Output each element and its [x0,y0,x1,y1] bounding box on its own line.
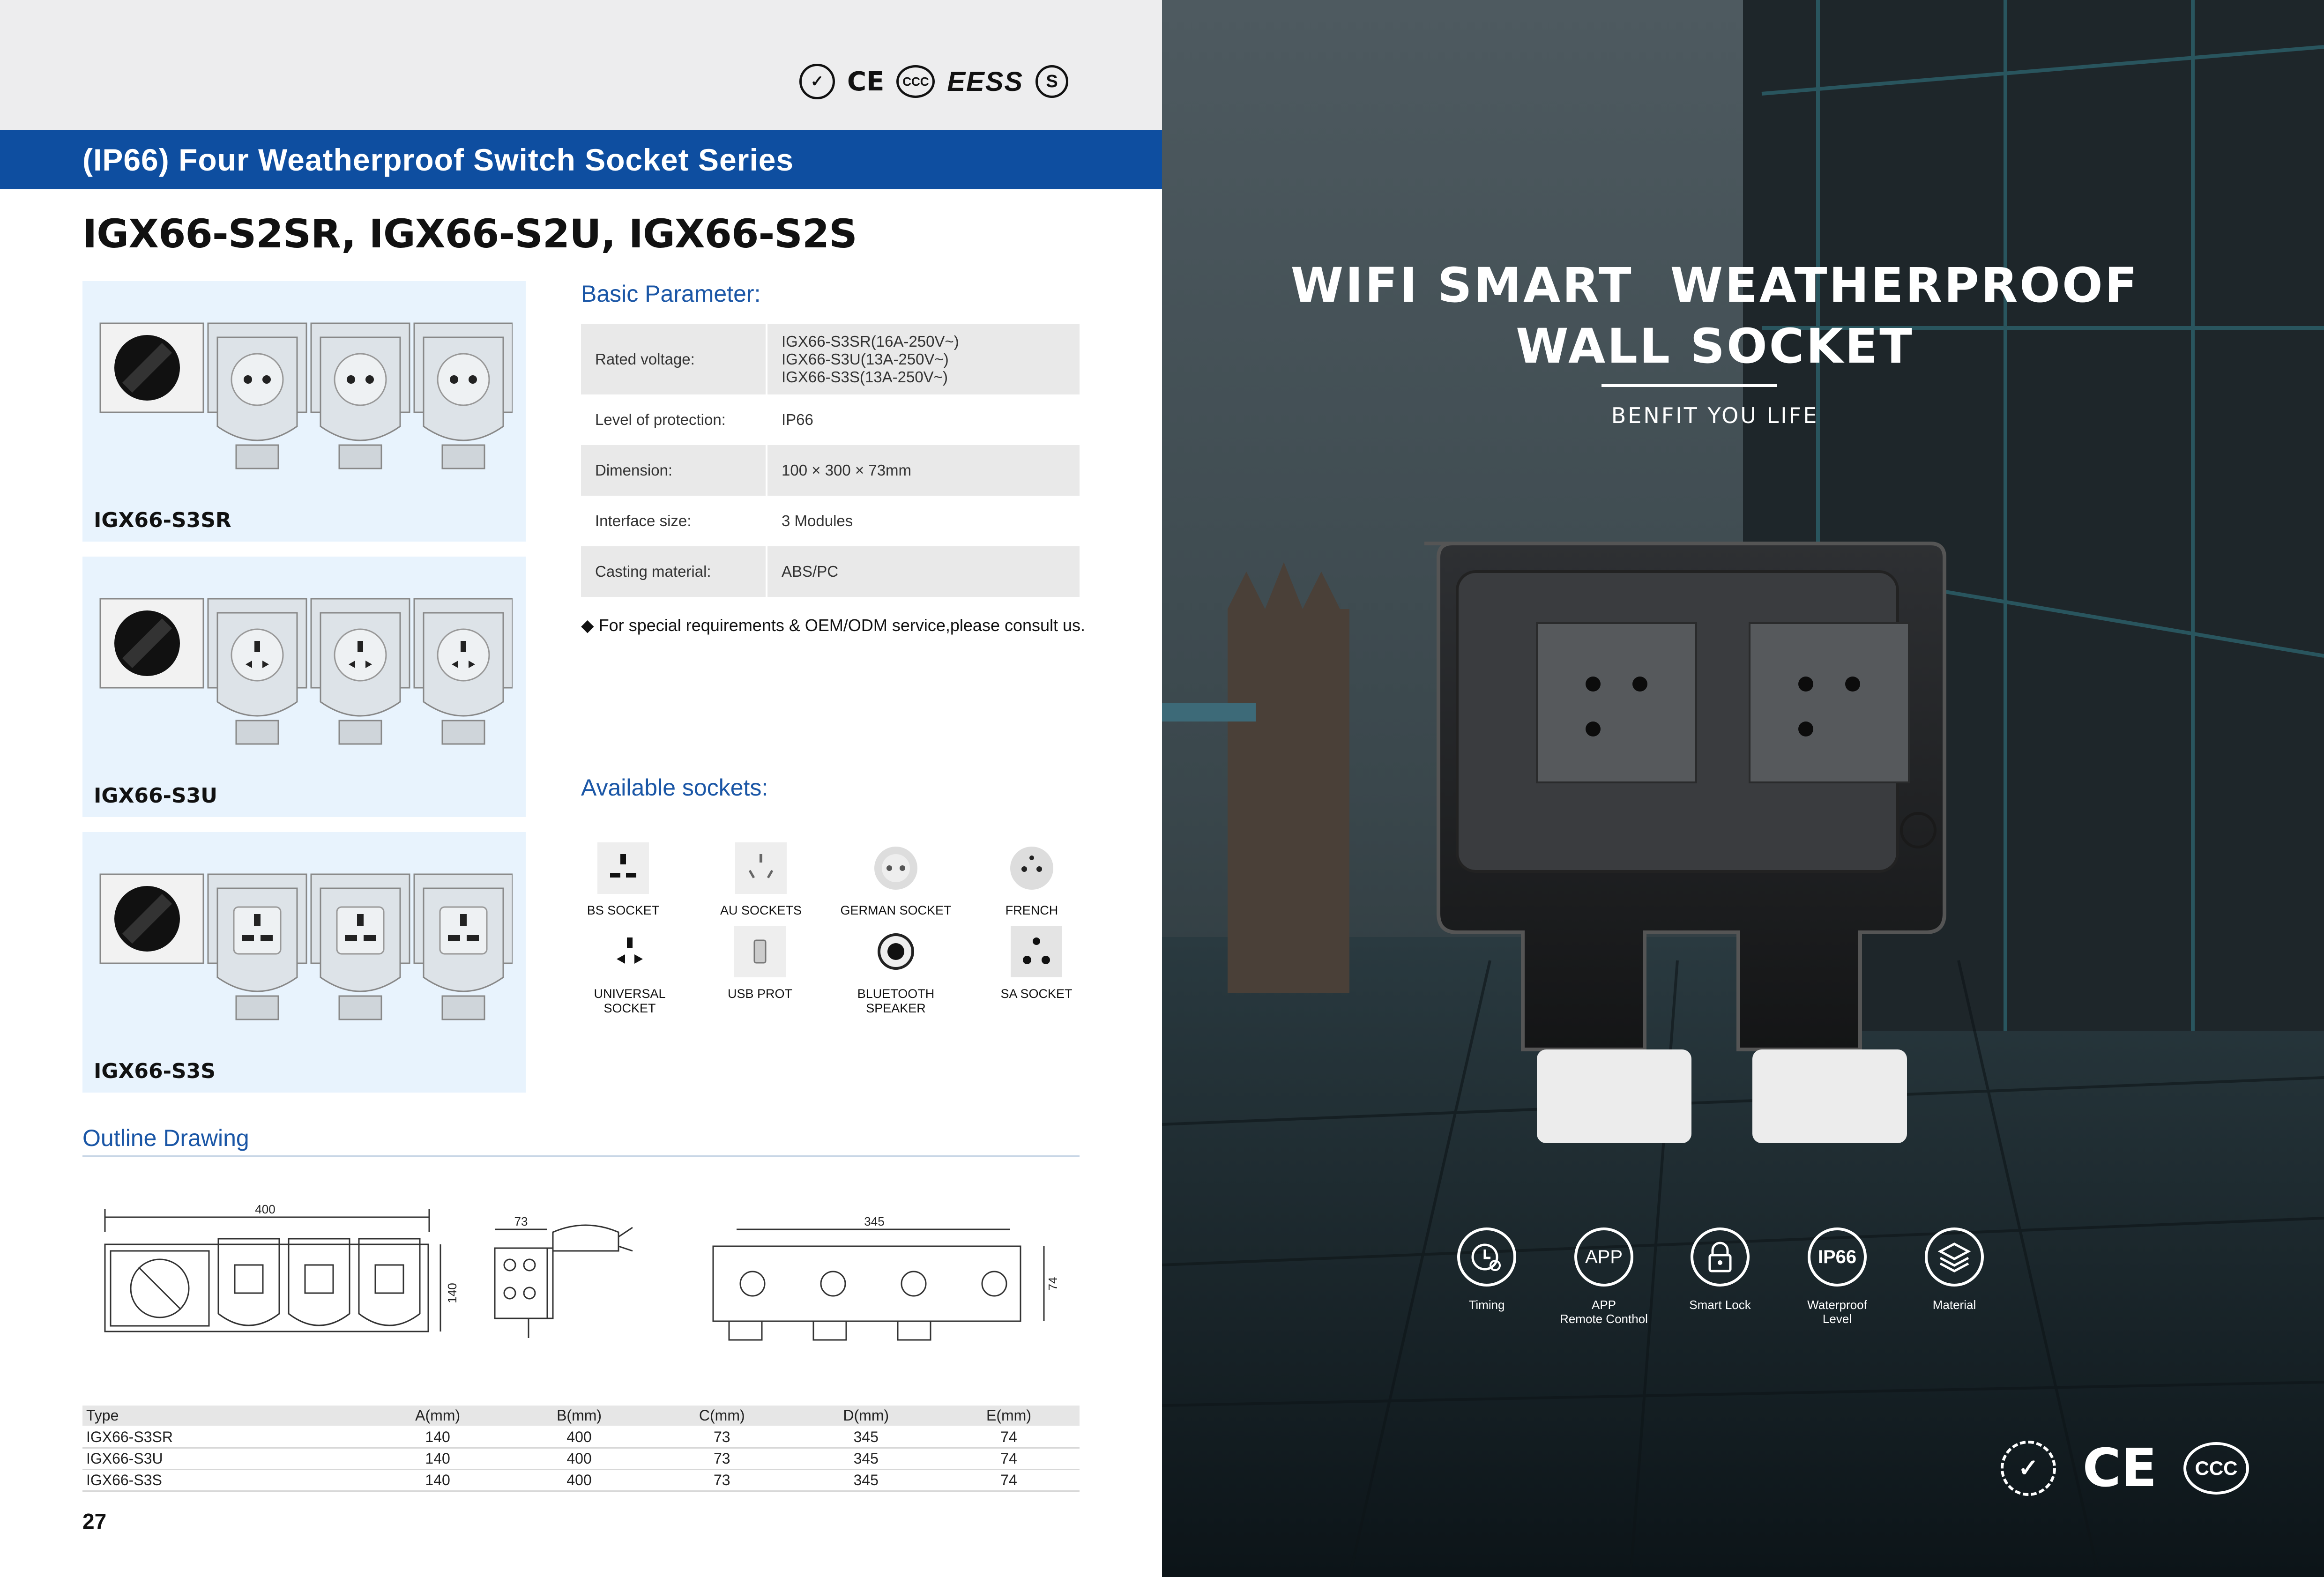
table-cell: 73 [650,1469,794,1491]
usb-port-icon [734,926,786,977]
au-socket-icon [735,842,787,894]
socket-au [705,842,817,918]
product-card-s3sr [82,281,526,542]
feature-badge: IP66 [1817,1247,1857,1267]
param-value: IGX66-S3SR(16A-250V~) IGX66-S3U(13A-250V~) IGX66-S3S(13A-250V~) [767,324,1080,394]
front-height-dim: 140 [445,1283,459,1303]
column-header: B(mm) [508,1406,650,1426]
table-cell: 345 [794,1469,939,1491]
socket-bluetooth-speaker [840,926,952,1016]
column-header: Type [82,1406,367,1426]
eess-mark-icon: EESS [947,66,1024,97]
table-cell: 140 [367,1426,508,1448]
quality-mark-icon: ✓ [2001,1441,2056,1496]
param-value: 3 Modules [782,512,853,529]
param-key: Interface size: [581,496,767,546]
socket-label: UNIVERSAL SOCKET [594,987,666,1015]
table-cell: 400 [508,1426,650,1448]
available-sockets-title: Available sockets: [581,774,768,801]
socket-label: GERMAN SOCKET [840,903,952,917]
hero-panel [1162,0,2324,1577]
param-key: Dimension: [581,445,767,496]
socket-universal [574,926,686,1016]
quality-mark-icon: ✓ [799,64,835,99]
table-cell: IGX66-S3U [82,1448,367,1469]
sa-socket-icon [1011,926,1062,977]
table-cell: 140 [367,1469,508,1491]
dimension-table [82,1406,1080,1492]
feature-label: Timing [1468,1298,1505,1312]
socket-label: BS SOCKET [587,903,660,917]
hero-divider [1601,384,1777,387]
product-card-s3s [82,832,526,1093]
layers-icon [1925,1227,1984,1287]
s-mark-icon: S [1035,65,1068,98]
socket-label: SA SOCKET [1000,987,1073,1001]
ce-mark-icon: CE [2082,1438,2157,1499]
product-image-s3sr [96,319,513,483]
socket-bs [567,842,679,918]
table-cell: 345 [794,1426,939,1448]
outline-drawing [82,1199,1080,1368]
table-cell: 73 [650,1426,794,1448]
oem-note: ◆ For special requirements & OEM/ODM service,please consult us. [581,616,1086,635]
french-socket-icon [1006,842,1058,894]
product-label: IGX66-S3S [94,1059,216,1083]
table-row [82,1469,1080,1491]
hero-background-image [1162,0,2324,1577]
hero-certifications [2001,1436,2249,1501]
column-header: D(mm) [794,1406,939,1426]
feature-label: Material [1932,1298,1976,1312]
table-cell: IGX66-S3SR [82,1426,367,1448]
param-row [581,496,1080,546]
table-row [82,1448,1080,1469]
socket-german [840,842,952,918]
feature-label: Waterproof Level [1807,1298,1867,1326]
table-cell: IGX66-S3S [82,1469,367,1491]
socket-label: FRENCH [1005,903,1058,917]
side-depth-dim: 73 [514,1214,528,1228]
page-number: 27 [82,1509,107,1533]
feature-waterproof [1779,1227,1896,1326]
socket-label: BLUETOOTH SPEAKER [857,987,935,1015]
socket-label: USB PROT [727,987,793,1001]
param-value: ABS/PC [767,546,1080,597]
table-cell: 400 [508,1448,650,1469]
hero-subtitle: BENFIT YOU LIFE [1611,403,1819,428]
feature-badge: APP [1585,1247,1623,1267]
feature-timing [1428,1227,1545,1312]
table-cell: 74 [938,1448,1080,1469]
ip66-icon [1808,1227,1867,1287]
basic-parameter-table [581,324,1080,597]
ccc-mark-icon: CCC [896,65,935,98]
outline-drawing-title: Outline Drawing [82,1125,249,1151]
hero-title-line-2: WALL SOCKET [1516,319,1914,374]
model-list-title: IGX66-S2SR, IGX66-S2U, IGX66-S2S [82,211,857,257]
socket-usb [704,926,816,1001]
lock-icon [1691,1227,1750,1287]
product-image-s3s [96,870,513,1034]
clock-gear-icon [1457,1227,1516,1287]
bs-socket-icon [597,842,649,894]
socket-french [976,842,1088,918]
table-header-row [82,1406,1080,1426]
param-value: IP66 [782,411,813,428]
divider [82,1155,1080,1157]
app-icon [1574,1227,1633,1287]
column-header: C(mm) [650,1406,794,1426]
param-row [581,546,1080,597]
product-label: IGX66-S3SR [94,508,231,532]
socket-sa [980,926,1093,1001]
param-key: Casting material: [581,546,767,597]
param-row [581,445,1080,496]
feature-label: Smart Lock [1689,1298,1751,1312]
ccc-mark-icon: CCC [2183,1442,2249,1495]
column-header: A(mm) [367,1406,508,1426]
back-width-dim: 345 [864,1214,885,1228]
param-value: 100 × 300 × 73mm [767,445,1080,496]
ce-mark-icon: CE [847,66,885,97]
table-cell: 74 [938,1469,1080,1491]
basic-parameter-title: Basic Parameter: [581,281,761,307]
feature-label: APP Remote Conthol [1560,1298,1648,1326]
feature-app [1545,1227,1662,1326]
back-height-dim: 74 [1046,1277,1060,1291]
socket-label: AU SOCKETS [720,903,802,917]
universal-socket-icon [604,926,655,977]
param-row [581,324,1080,394]
product-card-s3u [82,557,526,817]
param-key: Rated voltage: [581,324,767,394]
table-cell: 345 [794,1448,939,1469]
speaker-icon [870,926,922,977]
hero-title-line-1: WIFI SMART WEATHERPROOF [1290,258,2139,313]
table-cell: 400 [508,1469,650,1491]
feature-material [1896,1227,2013,1312]
table-cell: 74 [938,1426,1080,1448]
feature-smart-lock [1661,1227,1779,1312]
column-header: E(mm) [938,1406,1080,1426]
hero-title [1162,255,2268,377]
german-socket-icon [870,842,922,894]
front-width-dim: 400 [255,1202,276,1216]
product-label: IGX66-S3U [94,784,217,808]
table-cell: 73 [650,1448,794,1469]
series-banner: (IP66) Four Weatherproof Switch Socket Series [0,130,1162,189]
certification-logos [799,60,1080,103]
param-key: Level of protection: [581,394,767,445]
table-row [82,1426,1080,1448]
param-row [581,394,1080,445]
table-cell: 140 [367,1448,508,1469]
product-image-s3u [96,594,513,758]
